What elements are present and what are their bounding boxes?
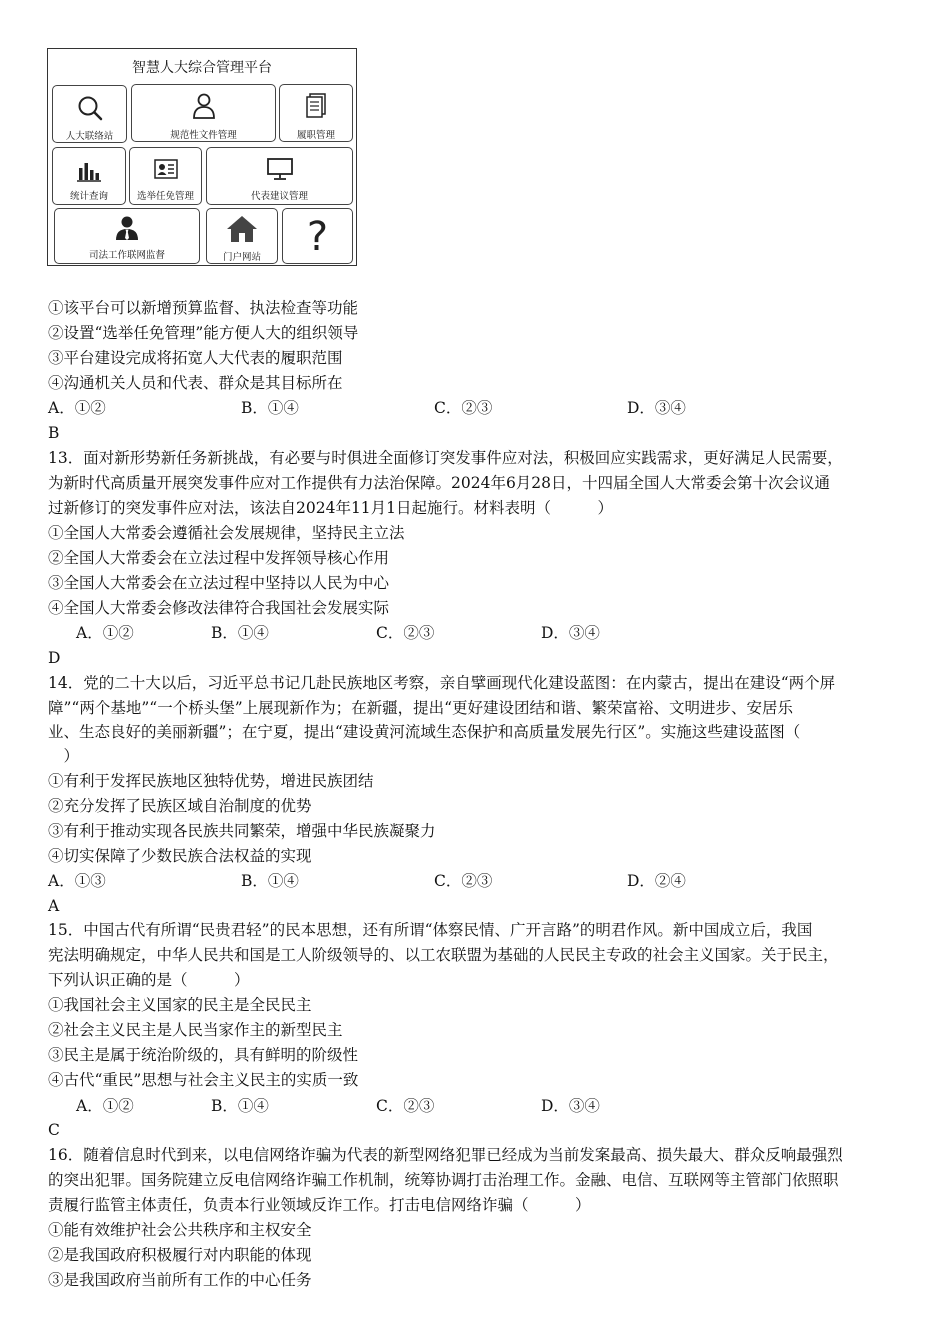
person-icon <box>192 92 216 120</box>
q15-option-a: A．①② <box>76 1097 134 1115</box>
tile-duty-management <box>279 84 353 142</box>
q13-option-c: C．②③ <box>376 624 435 642</box>
q13-item-1: ①全国人大常委会遵循社会发展规律，坚持民主立法 <box>48 524 405 542</box>
q14-stem-4: ） <box>48 747 80 765</box>
q13-option-a: A．①② <box>76 624 134 642</box>
q15-option-d: D．③④ <box>541 1097 600 1115</box>
user-tie-icon <box>114 215 140 241</box>
tile-election-appointment <box>129 147 202 205</box>
q12-option-b: B．①④ <box>241 399 299 417</box>
tile-judicial-supervision <box>54 208 200 264</box>
q16-stem-2: 的突出犯罪。国务院建立反电信网络诈骗工作机制，统筹协调打击治理工作。金融、电信、互联网等主管部门依照职 <box>48 1171 839 1189</box>
tile-label: 司法工作联网监督 <box>88 250 165 261</box>
q15-item-2: ②社会主义民主是人民当家作主的新型民主 <box>48 1021 343 1039</box>
q13-stem-2: 为新时代高质量开展突发事件应对工作提供有力法治保障。2024年6月28日，十四届全国人大常委会第十次会议通 <box>48 474 831 492</box>
platform-figure <box>47 48 357 266</box>
q15-stem-2: 宪法明确规定，中华人民共和国是工人阶级领导的、以工农联盟为基础的人民民主专政的社会主义国家。关于民主， <box>48 946 839 964</box>
q14-item-4: ④切实保障了少数民族合法权益的实现 <box>48 847 312 865</box>
q15-answer: C <box>48 1121 60 1139</box>
q14-stem-3: 业、生态良好的美丽新疆”；在宁夏，提出“建设黄河流域生态保护和高质量发展先行区”。实施这些建设蓝图（ <box>48 723 801 741</box>
q15-stem-1: 15．中国古代有所谓“民贵君轻”的民本思想，还有所谓“体察民情、广开言路”的明君作风。新中国成立后，我国 <box>48 921 813 939</box>
q13-item-2: ②全国人大常委会在立法过程中发挥领导核心作用 <box>48 549 390 567</box>
home-icon <box>226 214 258 244</box>
tile-label: 履职管理 <box>296 130 335 141</box>
q15-item-4: ④古代“重民”思想与社会主义民主的实质一致 <box>48 1071 359 1089</box>
q14-option-d: D．②④ <box>627 872 686 890</box>
tile-label: 门户网站 <box>222 252 261 263</box>
q13-option-d: D．③④ <box>541 624 600 642</box>
q15-item-3: ③民主是属于统治阶级的，具有鲜明的阶级性 <box>48 1046 359 1064</box>
search-icon <box>76 94 104 122</box>
q13-stem-1: 13．面对新形势新任务新挑战，有必要与时俱进全面修订突发事件应对法，积极回应实践需求，更好满足人民需要， <box>48 449 843 467</box>
id-card-icon <box>154 159 178 179</box>
tile-label: 人大联络站 <box>65 131 114 142</box>
q16-stem-1: 16．随着信息时代到来，以电信网络诈骗为代表的新型网络犯罪已经成为当前发案最高、损失最大、群众反响最强烈 <box>48 1146 843 1164</box>
q15-item-1: ①我国社会主义国家的民主是全民民主 <box>48 996 312 1014</box>
q15-option-c: C．②③ <box>376 1097 435 1115</box>
tile-label: 选举任免管理 <box>136 191 194 202</box>
q14-option-b: B．①④ <box>241 872 299 890</box>
document-icon <box>304 92 328 120</box>
tile-portal-site <box>206 208 278 264</box>
tile-liaison-station <box>52 85 127 143</box>
tile-statistics <box>52 147 126 205</box>
q14-item-3: ③有利于推动实现各民族共同繁荣，增强中华民族凝聚力 <box>48 822 436 840</box>
q16-item-1: ①能有效维护社会公共秩序和主权安全 <box>48 1221 312 1239</box>
q14-answer: A <box>48 897 60 915</box>
tile-label: 统计查询 <box>69 191 108 202</box>
tile-help <box>282 208 353 264</box>
q12-option-d: D．③④ <box>627 399 686 417</box>
q16-stem-3: 责履行监管主体责任，负责本行业领域反诈工作。打击电信网络诈骗（ ） <box>48 1196 591 1214</box>
q12-item-4: ④沟通机关人员和代表、群众是其目标所在 <box>48 374 343 392</box>
figure-title: 智慧人大综合管理平台 <box>132 60 272 76</box>
q14-stem-1: 14．党的二十大以后，习近平总书记几赴民族地区考察，亲自擘画现代化建设蓝图：在内蒙古，提出在建设“两个屏 <box>48 674 836 692</box>
q12-option-c: C．②③ <box>434 399 493 417</box>
tile-deputy-suggestions <box>206 147 353 205</box>
q12-item-2: ②设置“选举任免管理”能方便人大的组织领导 <box>48 324 359 342</box>
tile-label: 代表建议管理 <box>250 191 308 202</box>
q13-stem-3: 过新修订的突发事件应对法，该法自2024年11月1日起施行。材料表明（ ） <box>48 499 614 517</box>
tile-label: 规范性文件管理 <box>170 130 237 141</box>
q13-item-3: ③全国人大常委会在立法过程中坚持以人民为中心 <box>48 574 390 592</box>
q16-item-2: ②是我国政府积极履行对内职能的体现 <box>48 1246 312 1264</box>
q12-option-a: A．①② <box>48 399 106 417</box>
q14-option-a: A．①③ <box>48 872 106 890</box>
question-icon: ? <box>306 214 329 260</box>
q12-item-3: ③平台建设完成将拓宽人大代表的履职范围 <box>48 349 343 367</box>
q14-item-2: ②充分发挥了民族区域自治制度的优势 <box>48 797 312 815</box>
q13-option-b: B．①④ <box>211 624 269 642</box>
q15-stem-3: 下列认识正确的是（ ） <box>48 971 250 989</box>
bar-chart-icon <box>76 160 102 182</box>
q13-answer: D <box>48 649 61 667</box>
q12-item-1: ①该平台可以新增预算监督、执法检查等功能 <box>48 299 359 317</box>
tile-normative-documents <box>131 84 276 142</box>
q12-answer: B <box>48 424 60 442</box>
monitor-icon <box>266 157 294 181</box>
q14-stem-2: 障”“两个基地”“一个桥头堡”上展现新作为；在新疆，提出“更好建设团结和谐、繁荣富裕、文明进步、安居乐 <box>48 699 794 717</box>
q15-option-b: B．①④ <box>211 1097 269 1115</box>
q14-option-c: C．②③ <box>434 872 493 890</box>
q13-item-4: ④全国人大常委会修改法律符合我国社会发展实际 <box>48 599 390 617</box>
q16-item-3: ③是我国政府当前所有工作的中心任务 <box>48 1271 312 1289</box>
q14-item-1: ①有利于发挥民族地区独特优势，增进民族团结 <box>48 772 374 790</box>
